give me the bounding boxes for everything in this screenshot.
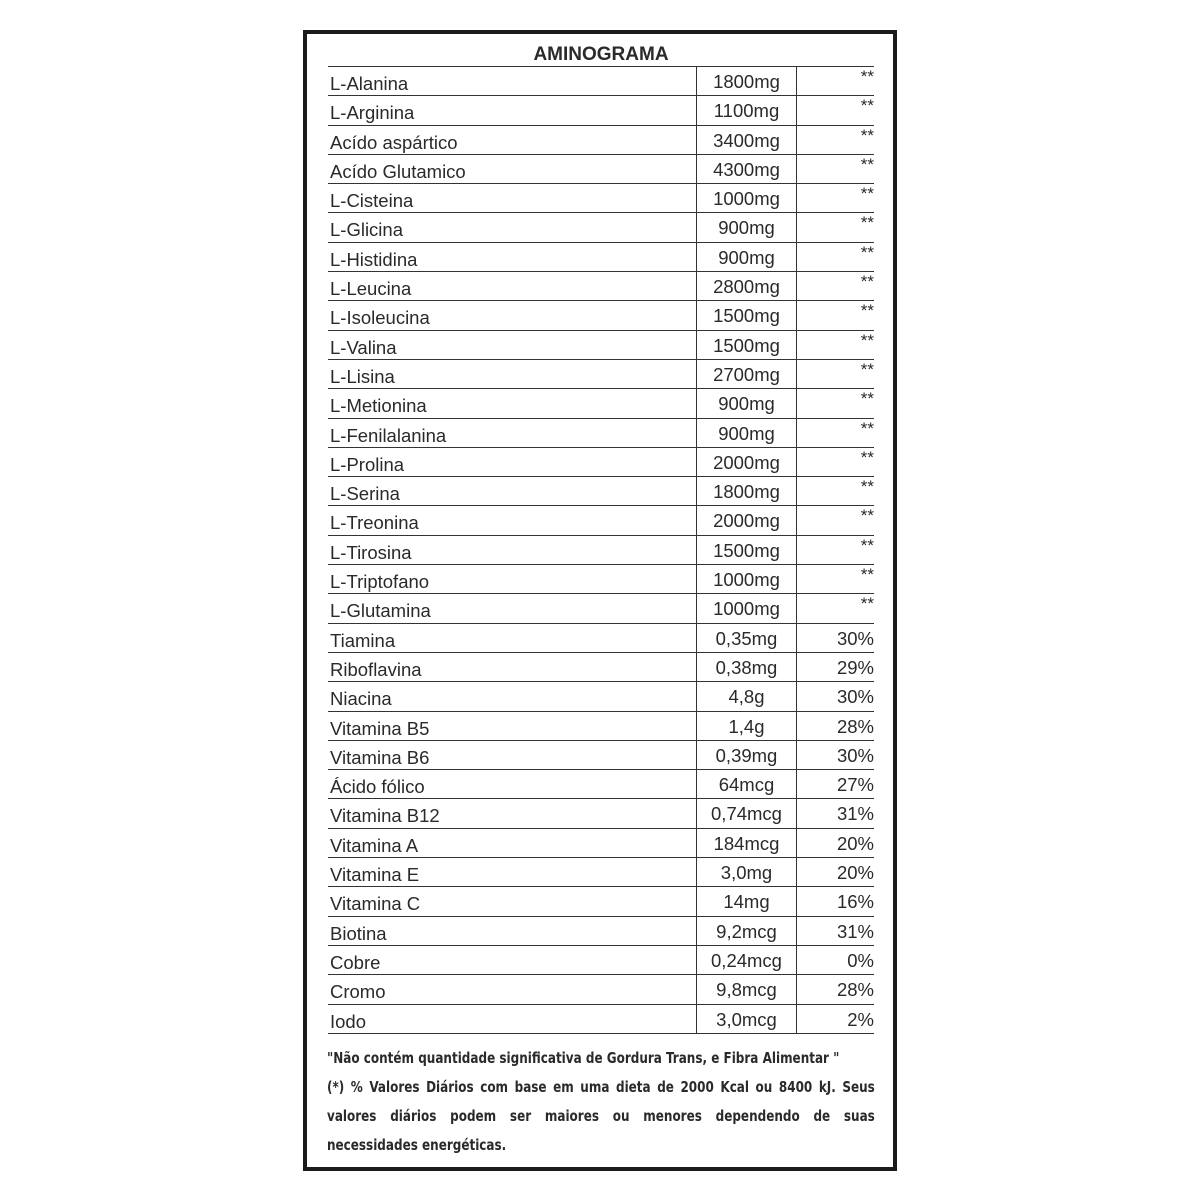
nutrient-amount: 9,2mcg bbox=[696, 917, 797, 945]
nutrient-daily-value: 28% bbox=[836, 979, 874, 1001]
nutrient-daily-value: ** bbox=[860, 242, 874, 262]
table-row bbox=[328, 712, 874, 741]
nutrient-daily-value: ** bbox=[860, 389, 874, 409]
nutrient-name: Vitamina A bbox=[330, 834, 419, 856]
table-row bbox=[328, 536, 874, 565]
nutrient-amount: 1000mg bbox=[696, 594, 797, 622]
table-row bbox=[328, 506, 874, 535]
nutrient-amount: 0,74mcg bbox=[696, 799, 797, 827]
table-row bbox=[328, 126, 874, 155]
table-row bbox=[328, 360, 874, 389]
nutrient-name: Niacina bbox=[330, 688, 392, 710]
nutrient-daily-value: ** bbox=[860, 301, 874, 321]
table-row bbox=[328, 419, 874, 448]
nutrient-daily-value: 0% bbox=[847, 949, 874, 971]
nutrient-daily-value: ** bbox=[860, 125, 874, 145]
table-title: AMINOGRAMA bbox=[533, 44, 669, 65]
table-row bbox=[328, 96, 874, 125]
nutrient-daily-value: ** bbox=[860, 565, 874, 585]
table-row bbox=[328, 770, 874, 799]
table-row bbox=[328, 975, 874, 1004]
nutrient-name: Vitamina B5 bbox=[330, 717, 430, 739]
nutrient-amount: 900mg bbox=[696, 389, 797, 417]
nutrient-amount: 4300mg bbox=[696, 155, 797, 183]
nutrient-amount: 1800mg bbox=[696, 477, 797, 505]
nutrient-name: Cobre bbox=[330, 951, 381, 973]
nutrient-name: L-Tirosina bbox=[330, 541, 412, 563]
nutrient-daily-value: ** bbox=[860, 594, 874, 614]
table-row bbox=[328, 799, 874, 828]
footnote-daily-values: (*) % Valores Diários com base em uma dieta de 2000 Kcal ou 8400 kJ. Seus valores diários podem ser maiores ou menores dependendo de suas necessidades energéticas. bbox=[327, 1078, 875, 1154]
nutrient-daily-value: ** bbox=[860, 154, 874, 174]
table-row bbox=[328, 624, 874, 653]
nutrient-name: Vitamina B6 bbox=[330, 746, 430, 768]
table-row bbox=[328, 448, 874, 477]
nutrient-daily-value: ** bbox=[860, 96, 874, 116]
table-row bbox=[328, 389, 874, 418]
nutrient-amount: 0,39mg bbox=[696, 741, 797, 769]
nutrient-amount: 1000mg bbox=[696, 565, 797, 593]
nutrient-name: Biotina bbox=[330, 922, 387, 944]
table-row bbox=[328, 331, 874, 360]
nutrient-amount: 1500mg bbox=[696, 536, 797, 564]
nutrient-daily-value: 28% bbox=[836, 715, 874, 737]
nutrient-amount: 900mg bbox=[696, 243, 797, 271]
table-row bbox=[328, 682, 874, 711]
table-row bbox=[328, 887, 874, 916]
nutrient-daily-value: 30% bbox=[836, 627, 874, 649]
nutrient-amount: 3,0mcg bbox=[696, 1005, 797, 1033]
nutrient-amount: 900mg bbox=[696, 213, 797, 241]
nutrient-daily-value: ** bbox=[860, 477, 874, 497]
nutrient-name: Vitamina E bbox=[330, 864, 420, 886]
nutrient-name: Iodo bbox=[330, 1010, 367, 1032]
table-row bbox=[328, 184, 874, 213]
nutrient-daily-value: ** bbox=[860, 535, 874, 555]
nutrient-amount: 4,8g bbox=[696, 682, 797, 710]
nutrient-daily-value: 20% bbox=[836, 862, 874, 884]
nutrient-name: L-Prolina bbox=[330, 453, 405, 475]
nutrient-amount: 2000mg bbox=[696, 448, 797, 476]
footnote-declaration: "Não contém quantidade significativa de Gordura Trans, e Fibra Alimentar " bbox=[327, 1049, 840, 1067]
nutrient-name: L-Histidina bbox=[330, 248, 418, 270]
table-row bbox=[328, 67, 874, 96]
nutrient-name: L-Fenilalanina bbox=[330, 424, 447, 446]
nutrient-daily-value: 16% bbox=[836, 891, 874, 913]
nutrient-amount: 1500mg bbox=[696, 301, 797, 329]
nutrient-amount: 0,24mcg bbox=[696, 946, 797, 974]
nutrient-daily-value: 20% bbox=[836, 832, 874, 854]
nutrient-name: Acído Glutamico bbox=[330, 160, 466, 182]
nutrient-amount: 1,4g bbox=[696, 712, 797, 740]
table-row bbox=[328, 594, 874, 623]
nutrient-amount: 0,35mg bbox=[696, 624, 797, 652]
nutrient-name: L-Treonina bbox=[330, 512, 419, 534]
footnote bbox=[327, 1044, 875, 1160]
nutrient-amount: 0,38mg bbox=[696, 653, 797, 681]
nutrient-amount: 900mg bbox=[696, 419, 797, 447]
nutrient-daily-value: ** bbox=[860, 184, 874, 204]
nutrient-name: Riboflavina bbox=[330, 658, 422, 680]
table-row bbox=[328, 477, 874, 506]
nutrient-daily-value: ** bbox=[860, 447, 874, 467]
nutrient-name: Cromo bbox=[330, 981, 386, 1003]
table-row bbox=[328, 565, 874, 594]
nutrient-name: L-Arginina bbox=[330, 102, 415, 124]
nutrient-name: Acído aspártico bbox=[330, 131, 458, 153]
table-row bbox=[328, 301, 874, 330]
nutrient-daily-value: ** bbox=[860, 272, 874, 292]
nutrient-name: Ácido fólico bbox=[330, 776, 425, 798]
table-row bbox=[328, 155, 874, 184]
nutrient-daily-value: 29% bbox=[836, 656, 874, 678]
nutrient-name: L-Isoleucina bbox=[330, 307, 430, 329]
nutrient-daily-value: ** bbox=[860, 67, 874, 86]
nutrient-name: L-Cisteina bbox=[330, 190, 414, 212]
nutrient-daily-value: 27% bbox=[836, 774, 874, 796]
table-row bbox=[328, 829, 874, 858]
nutrient-amount: 1100mg bbox=[696, 96, 797, 124]
nutrient-name: L-Alanina bbox=[330, 73, 409, 94]
nutrient-name: L-Triptofano bbox=[330, 571, 430, 593]
nutrient-name: L-Serina bbox=[330, 483, 400, 505]
nutrient-amount: 2000mg bbox=[696, 506, 797, 534]
nutrient-table bbox=[328, 67, 874, 1034]
nutrient-amount: 184mcg bbox=[696, 829, 797, 857]
nutrient-name: L-Metionina bbox=[330, 395, 427, 417]
nutrient-amount: 1000mg bbox=[696, 184, 797, 212]
nutrient-amount: 14mg bbox=[696, 887, 797, 915]
nutrient-amount: 64mcg bbox=[696, 770, 797, 798]
nutrient-daily-value: 31% bbox=[836, 803, 874, 825]
nutrient-amount: 2800mg bbox=[696, 272, 797, 300]
table-row bbox=[328, 653, 874, 682]
nutrient-name: Vitamina C bbox=[330, 893, 421, 915]
table-row bbox=[328, 858, 874, 887]
table-row bbox=[328, 1005, 874, 1034]
nutrient-name: L-Glutamina bbox=[330, 600, 431, 622]
table-row bbox=[328, 741, 874, 770]
nutrition-label bbox=[303, 30, 897, 1171]
nutrient-daily-value: ** bbox=[860, 506, 874, 526]
table-row bbox=[328, 917, 874, 946]
nutrient-daily-value: 30% bbox=[836, 744, 874, 766]
nutrient-amount: 3,0mg bbox=[696, 858, 797, 886]
nutrient-daily-value: 2% bbox=[847, 1008, 874, 1030]
nutrient-amount: 2700mg bbox=[696, 360, 797, 388]
nutrient-daily-value: 31% bbox=[836, 920, 874, 942]
nutrient-daily-value: ** bbox=[860, 418, 874, 438]
nutrient-daily-value: ** bbox=[860, 213, 874, 233]
nutrient-daily-value: ** bbox=[860, 330, 874, 350]
table-row bbox=[328, 946, 874, 975]
nutrient-name: L-Lisina bbox=[330, 365, 395, 387]
nutrient-amount: 1800mg bbox=[696, 67, 797, 95]
table-row bbox=[328, 243, 874, 272]
nutrient-daily-value: ** bbox=[860, 359, 874, 379]
nutrient-daily-value: 30% bbox=[836, 686, 874, 708]
nutrient-name: Vitamina B12 bbox=[330, 805, 440, 827]
nutrient-amount: 1500mg bbox=[696, 331, 797, 359]
nutrient-amount: 3400mg bbox=[696, 126, 797, 154]
nutrient-name: L-Valina bbox=[330, 336, 397, 358]
table-row bbox=[328, 272, 874, 301]
nutrient-name: L-Glicina bbox=[330, 219, 403, 241]
nutrient-name: Tiamina bbox=[330, 629, 396, 651]
nutrient-name: L-Leucina bbox=[330, 278, 412, 300]
nutrient-amount: 9,8mcg bbox=[696, 975, 797, 1003]
table-row bbox=[328, 213, 874, 242]
